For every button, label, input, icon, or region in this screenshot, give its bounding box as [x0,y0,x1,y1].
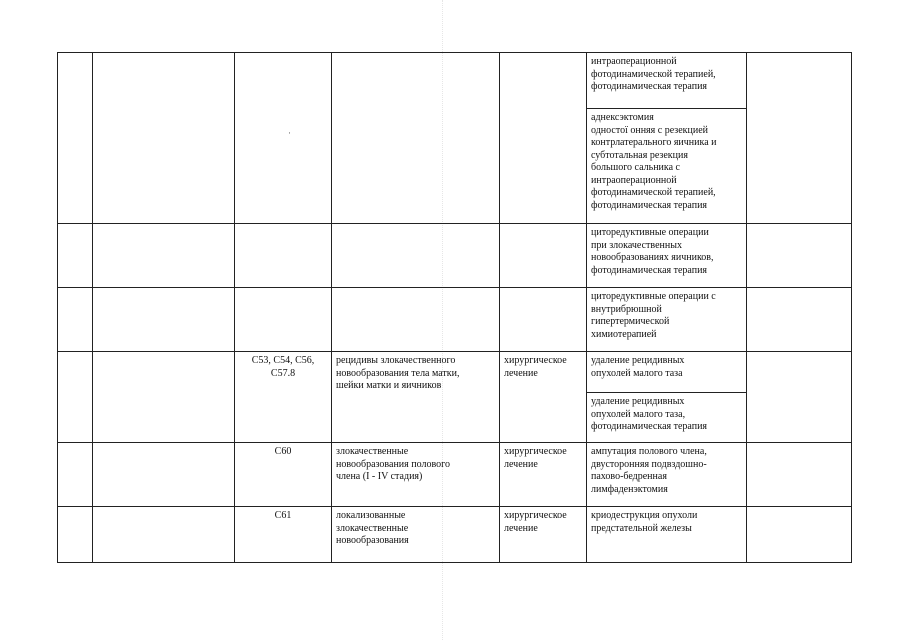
diagnosis-cell [332,224,500,288]
code-cell [235,53,332,224]
diagnosis-cell: локализованные злокачественные новообразования [332,507,500,563]
col-last-cell [747,507,852,563]
treatment-type-cell: хирургическое лечение [500,352,587,443]
col-number-cell [58,288,93,352]
col-number-cell [58,507,93,563]
treatment-type-cell [500,53,587,224]
table-row [58,352,852,393]
col-group-cell [93,288,235,352]
col-group-cell [93,443,235,507]
page-mark: · [288,128,291,138]
method-cell: интраоперационной фотодинамической терапией, фотодинамическая терапия [587,53,747,109]
col-number-cell [58,443,93,507]
table-row [58,53,852,109]
col-last-cell [747,53,852,224]
table-row [58,288,852,352]
method-cell: циторедуктивные операции с внутрибрюшной гипертермической химиотерапией [587,288,747,352]
treatment-table [57,52,852,563]
col-group-cell [93,507,235,563]
col-number-cell [58,53,93,224]
table-row [58,507,852,563]
treatment-type-cell: хирургическое лечение [500,507,587,563]
col-last-cell [747,443,852,507]
method-cell: удаление рецидивных опухолей малого таза, фотодинамическая терапия [587,393,747,443]
col-last-cell [747,352,852,443]
diagnosis-cell: злокачественные новообразования полового члена (I - IV стадия) [332,443,500,507]
code-cell: C61 [235,507,332,563]
col-group-cell [93,53,235,224]
diagnosis-cell [332,53,500,224]
code-cell: C53, C54, C56, C57.8 [235,352,332,443]
col-group-cell [93,224,235,288]
code-cell: C60 [235,443,332,507]
diagnosis-cell [332,288,500,352]
table-row [58,224,852,288]
treatment-type-cell [500,224,587,288]
method-cell: удаление рецидивных опухолей малого таза [587,352,747,393]
col-last-cell [747,224,852,288]
col-number-cell [58,224,93,288]
method-cell: циторедуктивные операции при злокачественных новообразованиях яичников, фотодинамическая терапия [587,224,747,288]
diagnosis-cell: рецидивы злокачественного новообразования тела матки, шейки матки и яичников [332,352,500,443]
code-cell [235,288,332,352]
code-cell [235,224,332,288]
method-cell: ампутация полового члена, двусторонняя подвздошно- пахово-бедренная лимфаденэктомия [587,443,747,507]
col-number-cell [58,352,93,443]
method-cell: криодеструкция опухоли предстательной железы [587,507,747,563]
treatment-type-cell [500,288,587,352]
table-row [58,443,852,507]
col-group-cell [93,352,235,443]
method-cell: аднексэктомия одностої онняя с резекцией контрлатерального яичника и субтотальная резекция большого сальника с интраоперационной фотодинамической терапией, фотодинамическая терапия [587,109,747,224]
treatment-type-cell: хирургическое лечение [500,443,587,507]
col-last-cell [747,288,852,352]
